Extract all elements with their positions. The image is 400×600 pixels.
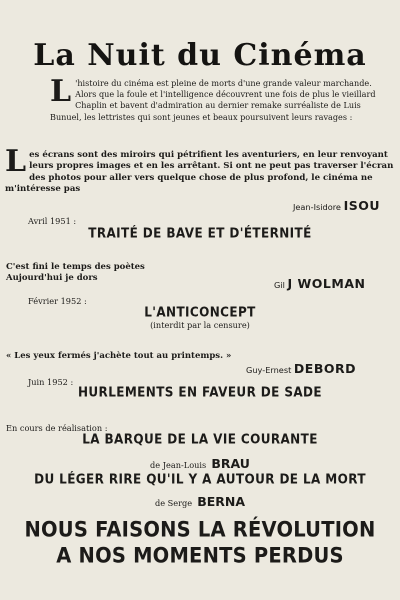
- upcoming-label: En cours de réalisation :: [6, 423, 108, 433]
- debord-date: Juin 1952 :: [28, 377, 74, 387]
- debord-author-last: DEBORD: [293, 361, 356, 376]
- berna-work-title: DU LÉGER RIRE QU'IL Y A AUTOUR DE LA MORT: [34, 471, 366, 487]
- manifesto-dropcap: L: [5, 144, 27, 179]
- isou-author: [293, 198, 380, 213]
- poster-title: La Nuit du Cinéma: [33, 38, 367, 73]
- intro-dropcap: L: [50, 74, 72, 109]
- berna-author: [0, 491, 400, 510]
- wolman-author-first: Gil: [274, 280, 285, 290]
- closing-line1: NOUS FAISONS LA RÉVOLUTION: [24, 516, 376, 543]
- wolman-work-title: L'ANTICONCEPT: [144, 304, 256, 320]
- wolman-quote-line2: Aujourd'hui je dors: [6, 273, 98, 283]
- manifesto-paragraph: [5, 144, 397, 196]
- debord-quote: « Les yeux fermés j'achète tout au printemps. »: [6, 351, 232, 361]
- wolman-quote-line1: C'est fini le temps des poètes: [6, 262, 145, 272]
- intro-paragraph: [50, 74, 386, 123]
- isou-author-first: Jean-Isidore: [292, 202, 341, 212]
- wolman-date: Février 1952 :: [28, 296, 87, 306]
- closing-line2: A NOS MOMENTS PERDUS: [56, 542, 344, 569]
- isou-author-last: ISOU: [343, 198, 380, 213]
- brau-author-last: BRAU: [211, 456, 250, 471]
- debord-author: [246, 361, 356, 376]
- debord-author-first: Guy-Ernest: [246, 365, 292, 375]
- brau-work-title: LA BARQUE DE LA VIE COURANTE: [82, 431, 318, 447]
- wolman-work-note: (interdit par la censure): [150, 320, 250, 330]
- debord-work-title: HURLEMENTS EN FAVEUR DE SADE: [77, 384, 323, 400]
- intro-text: 'histoire du cinéma est pleine de morts d'une grande valeur marchande. Alors que la foule et l'intelligence découvrent une fois de plus le vieillard Chaplin et bavent d'admiration au dernier remake surréaliste de Luis Bunuel, les lettristes qui sont jeunes et beaux poursuivent leurs ravages :: [50, 78, 376, 122]
- brau-author: [0, 453, 400, 472]
- wolman-author: [274, 276, 365, 291]
- berna-author-prefix: de Serge: [154, 498, 193, 508]
- isou-work-title: TRAITÉ DE BAVE ET D'ÉTERNITÉ: [88, 225, 312, 241]
- brau-author-prefix: de Jean-Louis: [150, 460, 207, 470]
- wolman-author-last: J WOLMAN: [287, 276, 366, 291]
- berna-author-last: BERNA: [197, 494, 246, 509]
- isou-date: Avril 1951 :: [28, 216, 77, 226]
- manifesto-text: es écrans sont des miroirs qui pétrifient les aventuriers, en leur renvoyant leurs propres images et en les arrêtant. Si ont ne peut pas traverser l'écran des photos pour aller vers quelque chose de plus profond, le cinéma ne m'intéresse pas: [5, 150, 394, 195]
